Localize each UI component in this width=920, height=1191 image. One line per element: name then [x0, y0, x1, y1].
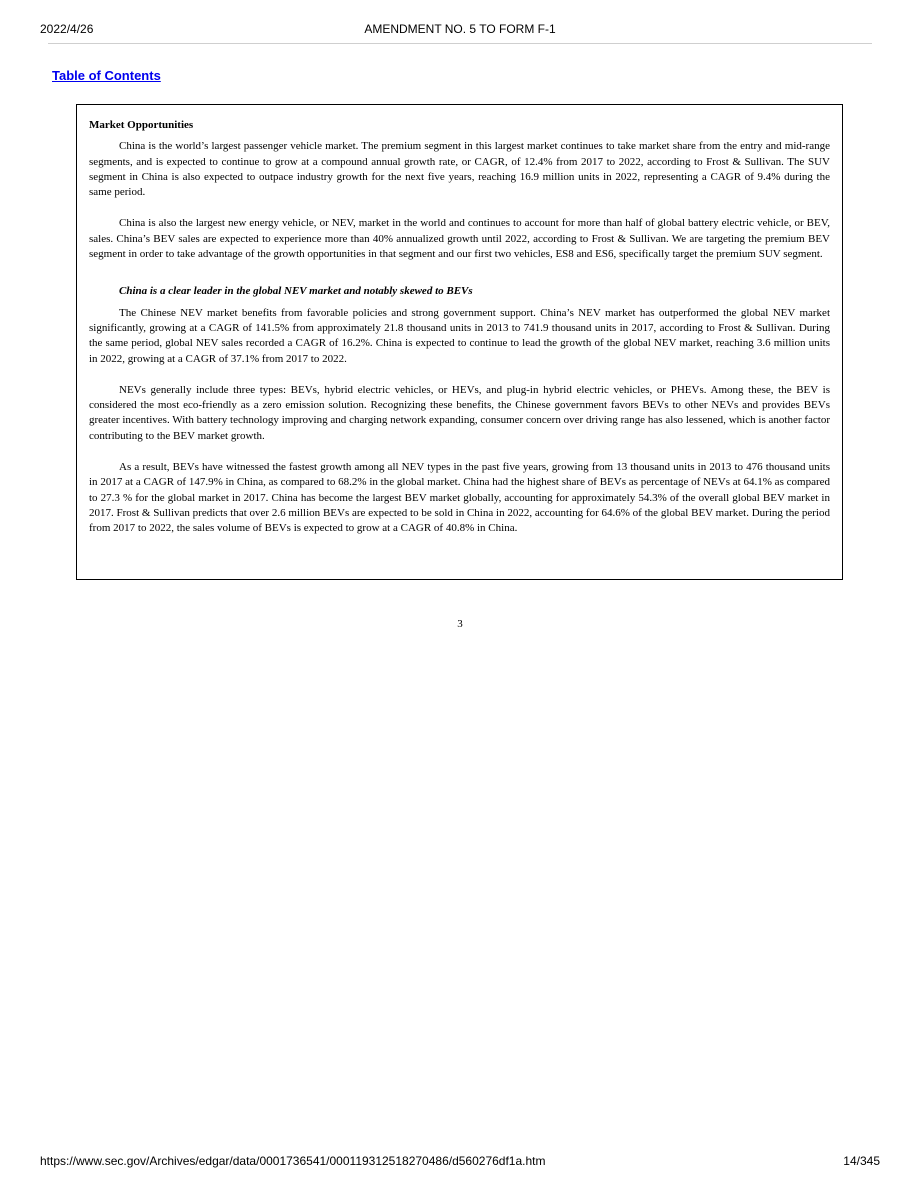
subsection-heading: China is a clear leader in the global NEV market and notably skewed to BEVs	[119, 285, 473, 298]
print-page-count: 14/345	[843, 1154, 880, 1168]
paragraph-passenger-vehicle-market: China is the world’s largest passenger vehicle market. The premium segment in this largest market continues to take market share from the entry and mid-range segments, and is expected to continue to grow at a compound annual growth rate, or CAGR, of 12.4% from 2017 to 2022, according to Frost & Sullivan. The SUV segment in China is also expected to outpace industry growth for the next five years, reaching 16.9 million units in 2022, representing a CAGR of 9.4% during the same period.	[89, 140, 830, 199]
paragraph-nev-types: NEVs generally include three types: BEVs, hybrid electric vehicles, or HEVs, and plug-in hybrid electric vehicles, or PHEVs. Among these, the BEV is considered the most eco-friendly as a zero emission solution. Recognizing these benefits, the Chinese government favors BEVs to other NEVs and provides BEVs greater incentives. With battery technology improving and charging network expanding, consumer concern over driving range has also lessened, which is another factor contributing to the BEV market growth.	[89, 383, 830, 442]
section-heading: Market Opportunities	[89, 119, 194, 131]
market-opportunities-section	[76, 104, 843, 580]
print-date: 2022/4/26	[40, 22, 94, 36]
document-title: AMENDMENT NO. 5 TO FORM F-1	[364, 22, 556, 36]
paragraph-chinese-nev-policies: The Chinese NEV market benefits from favorable policies and strong government support. China’s NEV market has outperformed the global NEV market significantly, growing at a CAGR of 141.5% from approximately 21.8 thousand units in 2013 to 741.9 thousand units in 2017, according to Frost & Sullivan. During the same period, global NEV sales recorded a CAGR of 16.2%. China is expected to continue to lead the growth of the global NEV market, reaching 3.6 million units in 2022, growing at a CAGR of 37.1% from 2017 to 2022.	[89, 306, 830, 365]
table-of-contents-link[interactable]: Table of Contents	[52, 68, 161, 83]
print-header	[0, 0, 920, 45]
source-url: https://www.sec.gov/Archives/edgar/data/0001736541/000119312518270486/d560276df1a.htm	[40, 1154, 546, 1168]
paragraph-bev-growth: As a result, BEVs have witnessed the fastest growth among all NEV types in the past five years, growing from 13 thousand units in 2013 to 476 thousand units in 2017 at a CAGR of 147.9% in China, as compared to 68.2% in the global market. China had the highest share of BEVs as percentage of NEVs at 64.1% as compared to 27.3 % for the global market in 2017. China has become the largest BEV market globally, accounting for approximately 54.3% of the overall global BEV market in 2017. Frost & Sullivan predicts that over 2.6 million BEVs are expected to be sold in China in 2022, accounting for 64.6% of the global BEV market. During the period from 2017 to 2022, the sales volume of BEVs is expected to grow at a CAGR of 40.8% in China.	[89, 461, 830, 535]
page-number: 3	[457, 618, 463, 630]
header-divider	[48, 43, 872, 44]
paragraph-nev-market: China is also the largest new energy vehicle, or NEV, market in the world and continues to account for more than half of global battery electric vehicle, or BEV, sales. China’s BEV sales are expected to experience more than 40% annualized growth until 2022, according to Frost & Sullivan. We are targeting the premium BEV segment in order to take advantage of the growth opportunities in that segment and our first two vehicles, ES8 and ES6, specifically target the premium SUV segment.	[89, 217, 830, 261]
